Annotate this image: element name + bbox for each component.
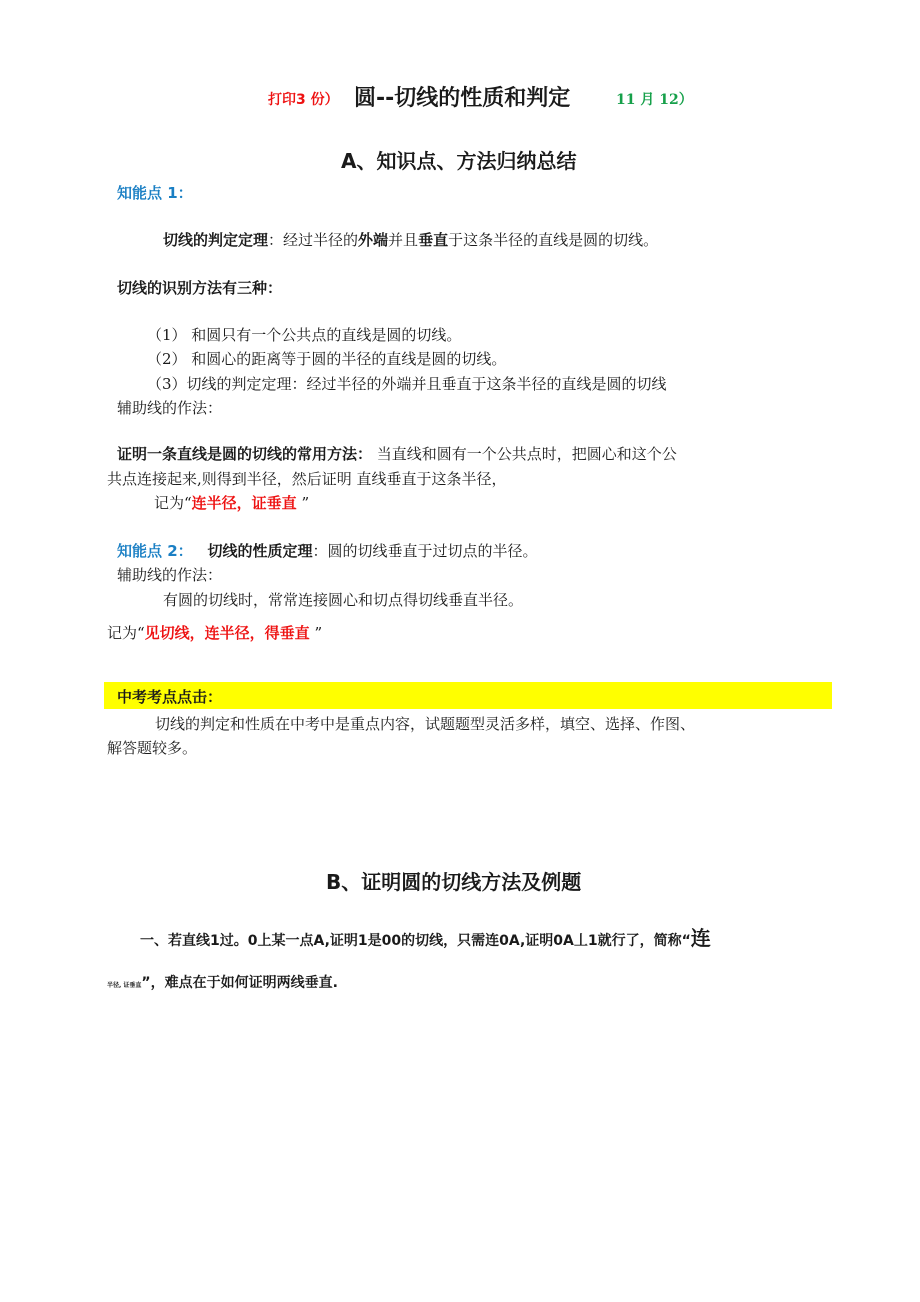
mnemonic-1-prefix: 记为“ [154,494,192,512]
mnemonic-2-prefix: 记为“ [107,624,145,642]
common-method-title: 证明一条直线是圆的切线的常用方法： [117,445,373,463]
item1-line [140,922,711,951]
mnemonic-2: 见切线，连半径，得垂直 [144,624,310,642]
theorem-perp: 垂直 [418,231,449,249]
theorem-outer: 外端 [358,231,389,249]
title-date: 11 月 12） [616,92,693,108]
theorem-and: 并且 [388,231,419,249]
theorem-rest: 于这条半径的直线是圆的切线。 [448,231,659,249]
method-1: （1） 和圆只有一个公共点的直线是圆的切线。 [147,326,462,344]
method-3: （3）切线的判定定理：经过半径的外端并且垂直于这条半径的直线是圆的切线 [147,375,667,393]
common-method-line-1 [117,443,677,464]
exam-title: 中考考点点击： [117,688,223,706]
print-note: 打印3 份） [268,92,339,108]
method-2: （2） 和圆心的距离等于圆的半径的直线是圆的切线。 [147,350,507,368]
mnemonic-1-line [154,492,309,513]
item1-end: ”，难点在于如何证明两线垂直. [141,975,338,991]
point2-label: 知能点 2： [117,542,193,560]
point1-label: 知能点 1： [117,184,193,202]
mnemonic-2-suffix: ” [309,624,323,642]
aux-text-2: 有圆的切线时，常常连接圆心和切点得切线垂直半径。 [163,591,524,609]
mnemonic-2-line [107,622,322,643]
item1-small: 半径, 证垂直 [107,982,142,989]
item1-big: 连 [690,926,711,950]
property-term: 切线的性质定理 [207,542,313,560]
item1-line-2 [107,972,338,992]
exam-text-2: 解答题较多。 [107,739,198,757]
aux-label-2: 辅助线的作法： [117,566,223,584]
common-method-line-2: 共点连接起来,则得到半径，然后证明 直线垂直于这条半径， [107,470,507,488]
mnemonic-1: 连半径，证垂直 [191,494,297,512]
methods-title: 切线的识别方法有三种： [117,279,283,297]
exam-text-1: 切线的判定和性质在中考中是重点内容，试题题型灵活多样，填空、选择、作图、 [155,715,696,733]
common-method-text-1: 当直线和圆有一个公共点时，把圆心和这个公 [372,445,677,463]
page-title: 圆--切线的性质和判定 [354,86,571,111]
section-b-heading: B、证明圆的切线方法及例题 [326,870,582,894]
item1-text: 一、若直线1过。0上某一点A,证明1是00的切线，只需连0A,证明0A丄1就行了，简称“ [140,933,691,949]
aux-label-1: 辅助线的作法： [117,399,223,417]
property-text: ：圆的切线垂直于过切点的半径。 [312,542,538,560]
theorem-line [163,229,658,250]
theorem-colon: ：经过半径的 [268,231,359,249]
point2-line [117,540,537,561]
section-a-heading: A、知识点、方法归纳总结 [341,149,577,173]
theorem-term: 切线的判定定理 [163,231,269,249]
mnemonic-1-suffix: ” [296,494,310,512]
